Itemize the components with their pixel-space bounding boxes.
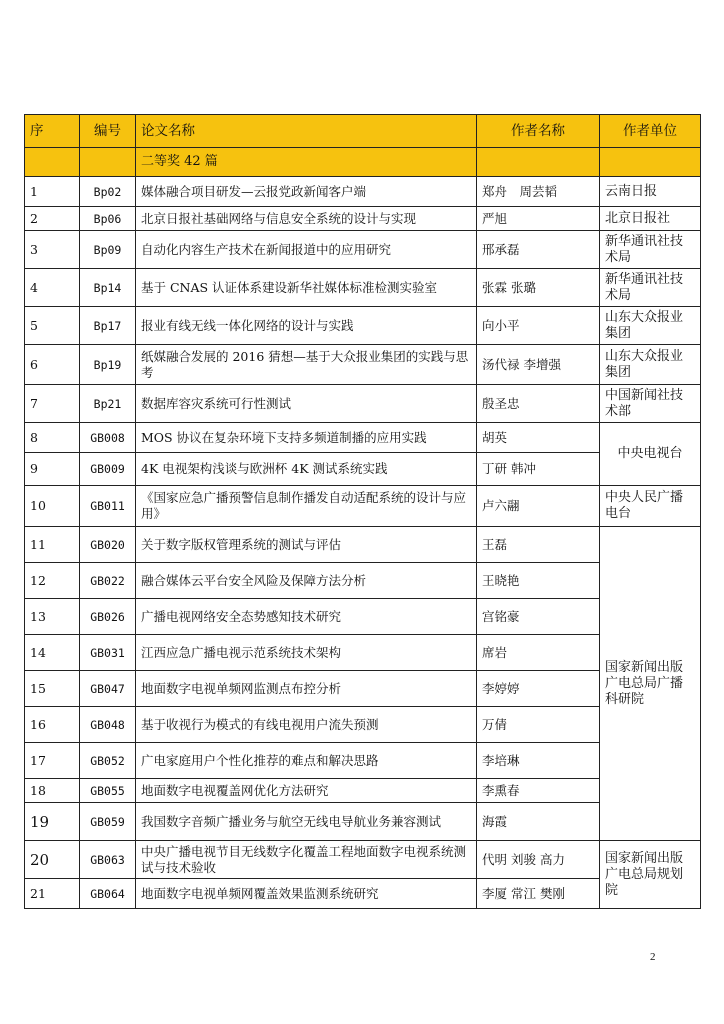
row-seq: 8: [25, 423, 80, 453]
row-authors: 丁研 韩冲: [477, 453, 600, 486]
table-row: [25, 879, 701, 909]
header-seq: 序: [25, 115, 80, 148]
row-title: 基于收视行为模式的有线电视用户流失预测: [136, 707, 477, 743]
row-unit: 云南日报: [600, 177, 701, 207]
row-code: GB008: [80, 423, 136, 453]
row-seq: 1: [25, 177, 80, 207]
row-seq: 6: [25, 345, 80, 385]
table-row: [25, 231, 701, 269]
row-authors: 代明 刘骏 高力: [477, 841, 600, 879]
row-authors: 李培琳: [477, 743, 600, 779]
row-unit: 北京日报社: [600, 207, 701, 231]
row-code: GB031: [80, 635, 136, 671]
row-seq: 3: [25, 231, 80, 269]
table-row: [25, 563, 701, 599]
row-code: GB026: [80, 599, 136, 635]
row-authors: 郑舟 周芸韬: [477, 177, 600, 207]
table-row: [25, 671, 701, 707]
table-row: [25, 803, 701, 841]
row-code: GB064: [80, 879, 136, 909]
row-seq: 5: [25, 307, 80, 345]
row-authors: 宫铭豪: [477, 599, 600, 635]
row-seq: 11: [25, 527, 80, 563]
row-code: Bp17: [80, 307, 136, 345]
row-authors: 席岩: [477, 635, 600, 671]
row-seq: 4: [25, 269, 80, 307]
section-row: [25, 148, 701, 177]
table-row: [25, 841, 701, 879]
row-title: 纸媒融合发展的 2016 猜想—基于大众报业集团的实践与思考: [136, 345, 477, 385]
row-title: 广电家庭用户个性化推荐的难点和解决思路: [136, 743, 477, 779]
table-row: [25, 207, 701, 231]
table-row: [25, 743, 701, 779]
row-code: Bp06: [80, 207, 136, 231]
row-authors: 张霖 张璐: [477, 269, 600, 307]
row-seq: 7: [25, 385, 80, 423]
table-row: [25, 486, 701, 527]
section-title: 二等奖 42 篇: [136, 148, 477, 177]
row-title: 媒体融合项目研发—云报党政新闻客户端: [136, 177, 477, 207]
table-header-row: [25, 115, 701, 148]
merged-unit-planning: 国家新闻出版广电总局规划院: [600, 841, 701, 909]
row-authors: 严旭: [477, 207, 600, 231]
row-authors: 万倩: [477, 707, 600, 743]
row-code: GB022: [80, 563, 136, 599]
row-code: GB009: [80, 453, 136, 486]
table-row: [25, 423, 701, 453]
row-code: GB048: [80, 707, 136, 743]
row-code: Bp21: [80, 385, 136, 423]
row-code: GB011: [80, 486, 136, 527]
row-authors: 李厦 常江 樊刚: [477, 879, 600, 909]
table-row: [25, 599, 701, 635]
row-seq: 14: [25, 635, 80, 671]
row-seq: 18: [25, 779, 80, 803]
row-title: 广播电视网络安全态势感知技术研究: [136, 599, 477, 635]
header-authors: 作者名称: [477, 115, 600, 148]
row-authors: 向小平: [477, 307, 600, 345]
row-title: 数据库容灾系统可行性测试: [136, 385, 477, 423]
row-code: GB052: [80, 743, 136, 779]
table-row: [25, 779, 701, 803]
row-code: GB059: [80, 803, 136, 841]
row-code: Bp02: [80, 177, 136, 207]
row-title: 关于数字版权管理系统的测试与评估: [136, 527, 477, 563]
table-row: [25, 177, 701, 207]
row-unit: 中央人民广播电台: [600, 486, 701, 527]
row-authors: 胡英: [477, 423, 600, 453]
row-authors: 李熏春: [477, 779, 600, 803]
table-row: [25, 707, 701, 743]
row-title: 中央广播电视节目无线数字化覆盖工程地面数字电视系统测试与技术验收: [136, 841, 477, 879]
row-authors: 王磊: [477, 527, 600, 563]
row-title: 融合媒体云平台安全风险及保障方法分析: [136, 563, 477, 599]
table-row: [25, 635, 701, 671]
row-title: 4K 电视架构浅谈与欧洲杯 4K 测试系统实践: [136, 453, 477, 486]
row-code: GB020: [80, 527, 136, 563]
row-seq: 12: [25, 563, 80, 599]
row-seq: 15: [25, 671, 80, 707]
row-authors: 汤代禄 李增强: [477, 345, 600, 385]
row-seq: 20: [25, 841, 80, 879]
row-seq: 10: [25, 486, 80, 527]
row-title: 地面数字电视单频网覆盖效果监测系统研究: [136, 879, 477, 909]
row-title: 地面数字电视单频网监测点布控分析: [136, 671, 477, 707]
row-authors: 王晓艳: [477, 563, 600, 599]
row-authors: 邢承磊: [477, 231, 600, 269]
header-title: 论文名称: [136, 115, 477, 148]
row-seq: 13: [25, 599, 80, 635]
table-row: [25, 527, 701, 563]
row-seq: 21: [25, 879, 80, 909]
row-unit: 山东大众报业集团: [600, 345, 701, 385]
row-title: 北京日报社基础网络与信息安全系统的设计与实现: [136, 207, 477, 231]
row-authors: 海霞: [477, 803, 600, 841]
row-code: Bp09: [80, 231, 136, 269]
row-title: 地面数字电视覆盖网优化方法研究: [136, 779, 477, 803]
row-code: GB055: [80, 779, 136, 803]
row-title: 报业有线无线一体化网络的设计与实践: [136, 307, 477, 345]
row-seq: 9: [25, 453, 80, 486]
table-row: [25, 269, 701, 307]
row-title: 我国数字音频广播业务与航空无线电导航业务兼容测试: [136, 803, 477, 841]
row-title: 自动化内容生产技术在新闻报道中的应用研究: [136, 231, 477, 269]
row-code: GB063: [80, 841, 136, 879]
awards-table: [24, 114, 701, 909]
row-unit: 新华通讯社技术局: [600, 231, 701, 269]
header-unit: 作者单位: [600, 115, 701, 148]
merged-unit-abrs: 国家新闻出版广电总局广播科研院: [600, 527, 701, 841]
row-title: MOS 协议在复杂环境下支持多频道制播的应用实践: [136, 423, 477, 453]
row-authors: 殷圣忠: [477, 385, 600, 423]
row-seq: 16: [25, 707, 80, 743]
row-authors: 卢六翮: [477, 486, 600, 527]
table-row: [25, 307, 701, 345]
table-row: [25, 345, 701, 385]
merged-unit-cctv: 中央电视台: [600, 423, 701, 486]
header-code: 编号: [80, 115, 136, 148]
row-unit: 新华通讯社技术局: [600, 269, 701, 307]
row-code: GB047: [80, 671, 136, 707]
row-seq: 2: [25, 207, 80, 231]
row-authors: 李婷婷: [477, 671, 600, 707]
row-title: 江西应急广播电视示范系统技术架构: [136, 635, 477, 671]
table-row: [25, 385, 701, 423]
row-unit: 中国新闻社技术部: [600, 385, 701, 423]
row-unit: 山东大众报业集团: [600, 307, 701, 345]
row-code: Bp14: [80, 269, 136, 307]
page-number: 2: [650, 951, 656, 963]
row-seq: 17: [25, 743, 80, 779]
row-code: Bp19: [80, 345, 136, 385]
row-title: 《国家应急广播预警信息制作播发自动适配系统的设计与应用》: [136, 486, 477, 527]
table-row: [25, 453, 701, 486]
row-title: 基于 CNAS 认证体系建设新华社媒体标准检测实验室: [136, 269, 477, 307]
row-seq: 19: [25, 803, 80, 841]
